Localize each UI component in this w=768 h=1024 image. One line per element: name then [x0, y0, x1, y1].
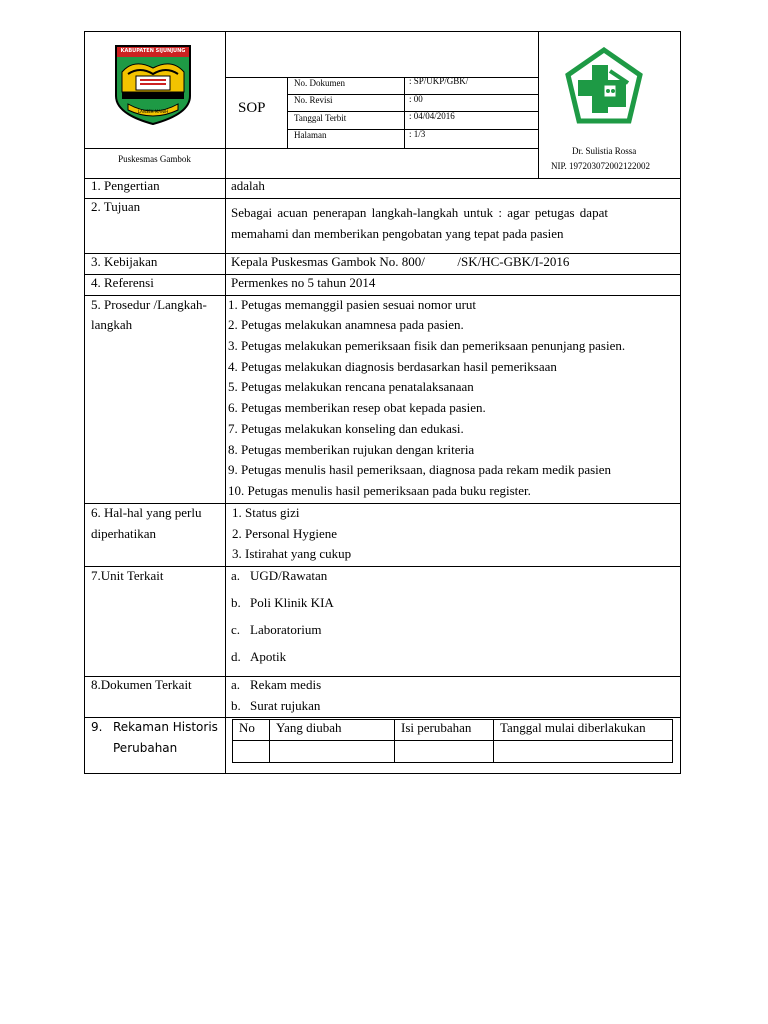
procedure-step: 4. Petugas melakukan diagnosis berdasarkan hasil pemeriksaan [228, 359, 557, 374]
unit-marker: a. [231, 568, 241, 583]
unit-item: Laboratorium [250, 622, 322, 637]
hal-hal-item: 3. Istirahat yang cukup [232, 546, 352, 561]
unit-item: UGD/Rawatan [250, 568, 328, 583]
doc-field-value: : 04/04/2016 [409, 111, 455, 121]
row-label-prosedur-2: langkah [91, 317, 133, 332]
hal-hal-item: 1. Status gizi [232, 505, 300, 520]
history-header-no: No [239, 720, 255, 735]
tujuan-line-2: memahami dan memberikan pengobatan yang tepat pada pasien [231, 226, 564, 241]
row-label-tujuan: 2. Tujuan [91, 199, 141, 214]
referensi-value: Permenkes no 5 tahun 2014 [231, 275, 376, 290]
doc-field-label: Tanggal Terbit [294, 113, 347, 123]
procedure-step: 2. Petugas melakukan anamnesa pada pasien. [228, 317, 464, 332]
signer-name: Dr. Sulistia Rossa [572, 146, 637, 156]
unit-item: Apotik [250, 649, 287, 664]
dokumen-marker: a. [231, 677, 241, 692]
doc-field-label: Halaman [294, 130, 327, 140]
row-label-unit-terkait: 7.Unit Terkait [91, 568, 164, 583]
history-header-isi-perubahan: Isi perubahan [401, 720, 472, 735]
doc-field-label: No. Dokumen [294, 78, 345, 88]
procedure-step: 6. Petugas memberikan resep obat kepada pasien. [228, 400, 486, 415]
signer-nip: NIP. 197203072002122002 [551, 161, 651, 171]
row-label-dokumen-terkait: 8.Dokumen Terkait [91, 677, 192, 692]
procedure-step: 10. Petugas menulis hasil pemeriksaan pada buku register. [228, 483, 531, 498]
row-label-pengertian: 1. Pengertian [91, 178, 160, 193]
doc-field-value: : 00 [409, 94, 423, 104]
tujuan-line-1: Sebagai acuan penerapan langkah-langkah untuk : agar petugas dapat [231, 205, 608, 220]
logo-banner-text: KABUPATEN SIJUNJUNG [120, 48, 186, 54]
procedure-step: 7. Petugas melakukan konseling dan edukasi. [228, 421, 464, 436]
unit-item: Poli Klinik KIA [250, 595, 334, 610]
row-label-prosedur: 5. Prosedur /Langkah- [91, 297, 207, 312]
dokumen-item: Rekam medis [250, 677, 322, 692]
doc-field-value: : SP/UKP/GBK/ [409, 76, 469, 86]
rekaman-number: 9. [91, 720, 103, 734]
dokumen-item: Surat rujukan [250, 698, 321, 713]
row-label-rekaman-2: Perubahan [113, 741, 178, 755]
dokumen-marker: b. [231, 698, 241, 713]
row-label-rekaman: Rekaman Historis [113, 720, 218, 734]
procedure-step: 1. Petugas memanggil pasien sesuai nomor urut [228, 297, 477, 312]
row-label-hal-hal: 6. Hal-hal yang perlu [91, 505, 202, 520]
org-name: Puskesmas Gambok [118, 154, 191, 164]
history-header-tanggal: Tanggal mulai diberlakukan [500, 720, 646, 735]
unit-marker: b. [231, 595, 241, 610]
unit-marker: d. [231, 649, 241, 664]
row-label-hal-hal-2: diperhatikan [91, 526, 156, 541]
unit-marker: c. [231, 622, 241, 637]
page-title: SOP [238, 100, 266, 116]
history-header-yang-diubah: Yang diubah [276, 720, 342, 735]
doc-field-label: No. Revisi [294, 95, 333, 105]
procedure-step: 8. Petugas memberikan rujukan dengan kriteria [228, 442, 475, 457]
puskesmas-logo-icon [564, 47, 644, 127]
procedure-step: 9. Petugas menulis hasil pemeriksaan, diagnosa pada rekam medik pasien [228, 462, 612, 477]
logo-motto-text: LANSEK MANIH [137, 109, 169, 114]
procedure-step: 5. Petugas melakukan rencana penatalaksanaan [228, 379, 474, 394]
hal-hal-item: 2. Personal Hygiene [232, 526, 338, 541]
pengertian-value: adalah [231, 178, 265, 193]
doc-field-value: : 1/3 [409, 129, 426, 139]
row-label-kebijakan: 3. Kebijakan [91, 254, 158, 269]
row-label-referensi: 4. Referensi [91, 275, 154, 290]
procedure-step: 3. Petugas melakukan pemeriksaan fisik dan pemeriksaan penunjang pasien. [228, 338, 626, 353]
kebijakan-value: Kepala Puskesmas Gambok No. 800/ /SK/HC-GBK/I-2016 [231, 254, 570, 269]
